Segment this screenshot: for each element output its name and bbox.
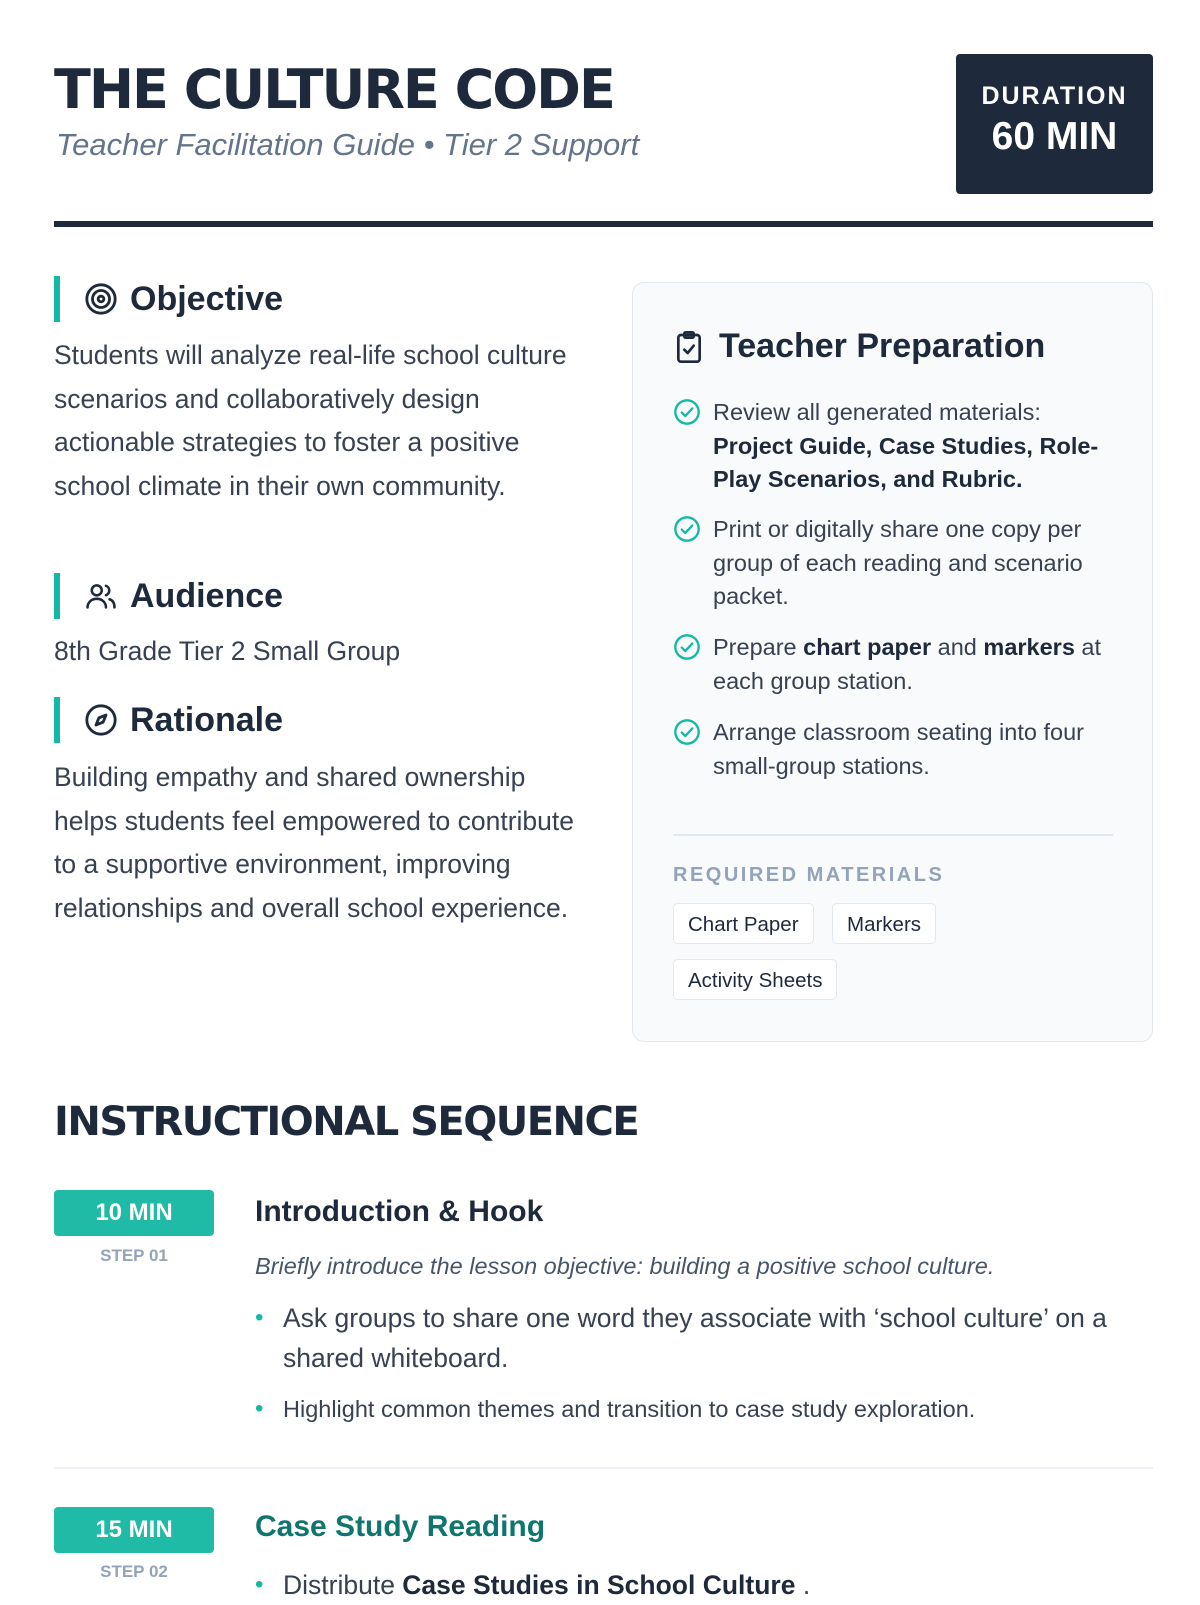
prep-item [673, 716, 1113, 783]
duration-value: 60 MIN [991, 115, 1118, 158]
prep-item-text [713, 631, 1113, 698]
prep-item-text-part: and [931, 634, 984, 660]
prep-heading [673, 327, 1045, 366]
step-duration-badge: 10 MIN [54, 1190, 214, 1236]
page-title: THE CULTURE CODE [54, 58, 614, 121]
step-divider [54, 1467, 1153, 1469]
audience-heading [54, 573, 283, 619]
prep-item-text-part: at each group station. [713, 634, 1102, 694]
check-circle-icon [673, 515, 701, 543]
bullet-dot-icon: • [255, 1571, 264, 1598]
step-bullet-text: Highlight common themes and transition to case study exploration. [283, 1396, 976, 1422]
prep-item-text: Arrange classroom seating into four small-group stations. [713, 719, 1084, 779]
prep-item-bold: markers [983, 634, 1075, 660]
page-subtitle: Teacher Facilitation Guide • Tier 2 Support [56, 127, 640, 162]
prep-item-text-part: Review all generated materials: [713, 399, 1041, 425]
users-icon [84, 579, 118, 613]
step-bullet-text: Ask groups to share one word they associate with ‘school culture’ on a shared whiteboard. [283, 1303, 1107, 1373]
step-title: Case Study Reading [255, 1510, 546, 1543]
material-chip: Activity Sheets [673, 959, 837, 1000]
step-title: Introduction & Hook [255, 1195, 544, 1228]
prep-item-text-part: Prepare [713, 634, 804, 660]
prep-title: Teacher Preparation [719, 327, 1046, 365]
prep-item-bold: chart paper [803, 634, 932, 660]
step-description: Briefly introduce the lesson objective: building a positive school culture. [255, 1253, 995, 1279]
prep-item [673, 396, 1113, 497]
guide-header [54, 52, 1153, 227]
bullet-text-part: . [795, 1570, 811, 1600]
objective-text: Students will analyze real-life school culture scenarios and collaboratively design actionable strategies to foster a positive school climate in their own community. [54, 340, 567, 501]
bullet-dot-icon: • [255, 1304, 264, 1331]
step-bullet [255, 1392, 1135, 1426]
step-number: STEP 01 [100, 1246, 168, 1265]
prep-item-text: Print or digitally share one copy per group of each reading and scenario packet. [713, 516, 1083, 609]
header-divider [54, 221, 1153, 227]
objective-heading [54, 276, 283, 322]
clipboard-check-icon [673, 329, 705, 365]
rationale-title: Rationale [130, 700, 284, 739]
compass-icon [84, 703, 118, 737]
step-bullet-text [283, 1565, 810, 1605]
material-chip: Markers [832, 903, 936, 944]
prep-item [673, 631, 1113, 698]
bullet-bold: Case Studies in School Culture [402, 1570, 796, 1600]
prep-item [673, 513, 1113, 614]
bullet-text-part: Distribute [283, 1570, 403, 1600]
audience-title: Audience [130, 576, 284, 615]
check-circle-icon [673, 718, 701, 746]
step-bullet [255, 1298, 1135, 1378]
audience-text: 8th Grade Tier 2 Small Group [54, 636, 401, 666]
materials-label: REQUIRED MATERIALS [673, 864, 945, 886]
duration-badge [956, 54, 1153, 194]
step-duration-badge: 15 MIN [54, 1507, 214, 1553]
check-circle-icon [673, 633, 701, 661]
duration-label: DURATION [981, 82, 1128, 110]
rationale-heading [54, 697, 283, 743]
material-chip: Chart Paper [673, 903, 814, 944]
prep-divider [673, 834, 1113, 836]
check-circle-icon [673, 398, 701, 426]
step-bullet [255, 1565, 1135, 1605]
step-number: STEP 02 [100, 1562, 168, 1581]
prep-item-text [713, 396, 1113, 497]
sequence-title: INSTRUCTIONAL SEQUENCE [54, 1099, 639, 1145]
teacher-preparation-card [632, 282, 1153, 1042]
rationale-text: Building empathy and shared ownership helps students feel empowered to contribute to a supportive environment, improving relationships and overall school experience. [54, 762, 575, 923]
objective-title: Objective [130, 279, 284, 318]
target-icon [84, 282, 118, 316]
bullet-dot-icon: • [255, 1395, 264, 1422]
prep-item-bold: Project Guide, Case Studies, Role-Play Scenarios, and Rubric. [713, 432, 1099, 492]
